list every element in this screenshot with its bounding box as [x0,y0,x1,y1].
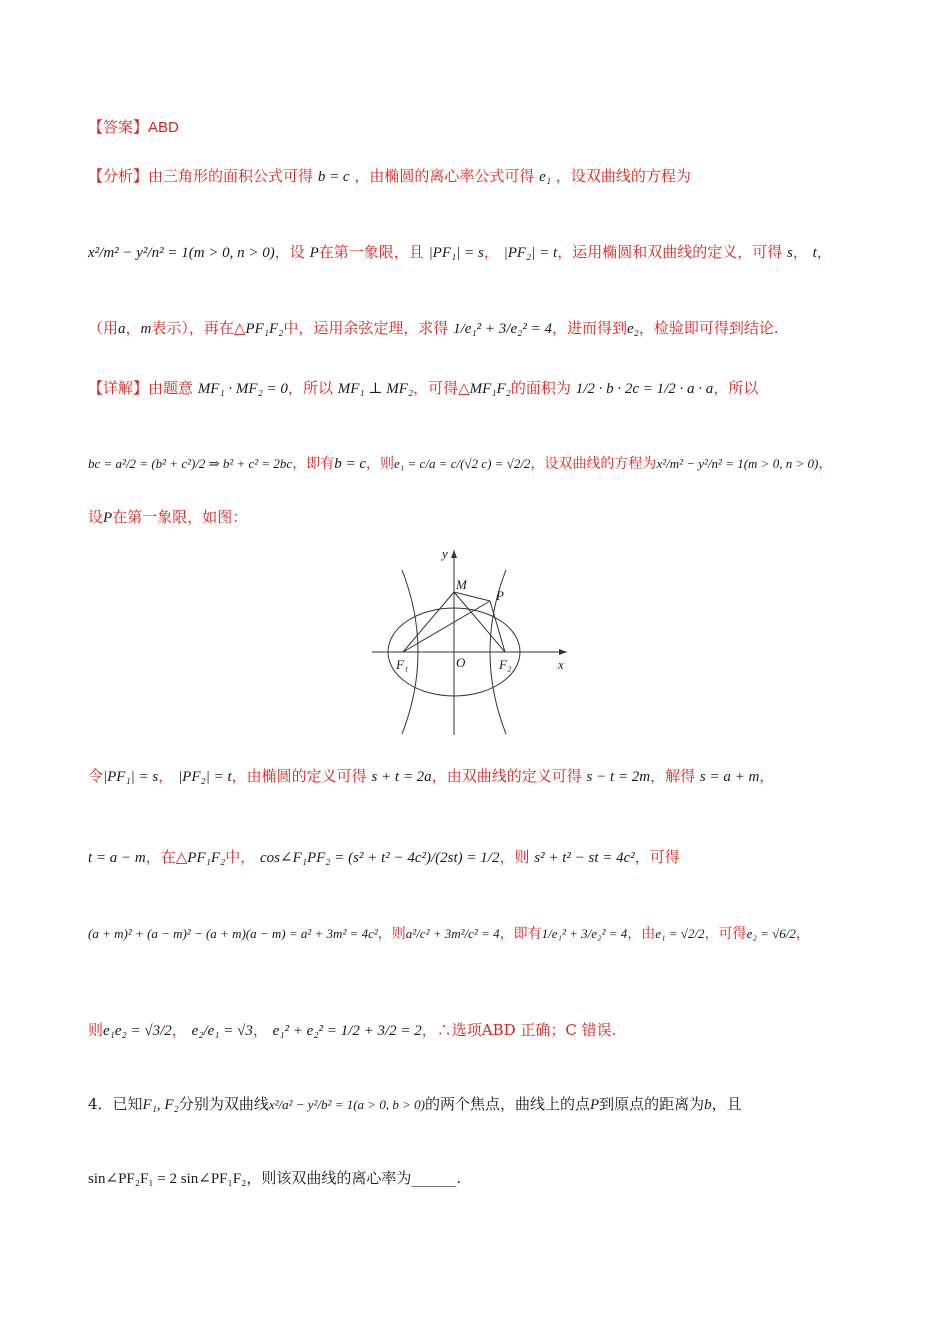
analysis-l3-t5: ，进而得到 [551,319,627,337]
detail-l4-m5: s = a + m [699,769,760,785]
label-o: O [456,655,466,670]
analysis-l2-t5: ， [792,243,808,261]
analysis-l2-m5: s [786,245,793,261]
detail-l7-t4: ，∴选项ABD 正确；C 错误. [421,1021,617,1039]
label-p: P [496,588,504,603]
q4-l2-t1: ，则该双曲线的离心率为______. [246,1169,462,1187]
analysis-l3-t4: 中，运用余弦定理，求得 [283,319,449,337]
detail-l4-t4: ，由双曲线的定义可得 [431,767,582,785]
detail-l6-m2: a²/c² + 3m²/c² = 4 [405,926,500,941]
q4-l1-t4: 到原点的距离为 [599,1095,705,1113]
detail-l3-m1: P [103,510,113,526]
detail-l4-m2: |PF₂| = t [178,769,232,785]
detail-l7-t3: ， [252,1021,268,1039]
label-f2: F₂ [499,657,512,672]
q4-l1-m4: b [704,1097,712,1113]
analysis-l3-t6: ，检验即可得到结论. [638,319,779,337]
analysis-l1-m2: e₁ [539,169,552,185]
detail-l5-m2: PF₁F₂ [187,850,226,866]
detail-l4-m1: |PF₁| = s [103,769,159,785]
analysis-l1-t1: 由三角形的面积公式可得 [148,167,314,185]
q4-l2-m1: sin∠PF₂F₁ = 2 sin∠PF₁F₂ [88,1171,247,1187]
detail-line-5 [88,845,890,870]
answer-value: ABD [148,119,179,136]
analysis-l1-t2: ，由椭圆的离心率公式可得 [354,167,535,185]
detail-l5-m4: s² + t² − st = 4c² [534,850,635,866]
analysis-l2-t3: ， [483,243,499,261]
analysis-l2-t6: ， [816,243,832,261]
detail-l2-t1: ，即有 [292,456,335,472]
detail-l6-m3: 1/e₁² + 3/e₂² = 4 [541,926,628,941]
detail-l1-m2: MF₁ ⊥ MF₂ [337,381,414,397]
detail-l6-t5: ， [795,926,810,942]
analysis-l3-m3: PF₁F₂ [245,321,284,337]
segment-p-f2 [490,601,505,652]
detail-l5-m1: t = a − m [88,850,146,866]
detail-l5-t1: ，在△ [145,848,188,866]
q4-l1-t3: 的两个焦点，曲线上的点 [424,1095,590,1113]
detail-l5-m3: cos∠F₁PF₂ = (s² + t² − 4c²)/(2st) = 1/2 [260,850,500,866]
analysis-l2-t4: ，运用椭圆和双曲线的定义，可得 [557,243,783,261]
detail-l6-m4: e₁ = √2/2 [655,926,705,941]
q4-l1-t2: 分别为双曲线 [178,1095,269,1113]
analysis-l3-m5: e₂ [626,321,639,337]
detail-l4-t3: ，由椭圆的定义可得 [231,767,367,785]
analysis-line-3 [88,316,890,341]
analysis-l3-m4: 1/e₁² + 3/e₂² = 4 [453,321,552,337]
detail-l5-t2: 中， [225,848,256,866]
analysis-l2-t2: 在第一象限，且 [318,243,424,261]
detail-l4-t1: 令 [88,767,104,785]
analysis-label: 【分析】 [88,167,149,185]
detail-l3-t1: 设 [88,508,104,526]
analysis-line-2 [88,240,890,265]
question4-line-1 [88,1092,890,1117]
label-x: x [558,657,564,672]
detail-l2-t3: ，设双曲线的方程为 [530,456,657,472]
detail-l7-m1: e₁e₂ = √3/2 [103,1023,172,1039]
detail-l1-t5: ，所以 [713,379,759,397]
detail-line-6 [88,922,890,946]
detail-l1-m3: MF₁F₂ [469,381,511,397]
label-f1: F₁ [396,657,409,672]
q4-l1-t1: 4．已知 [88,1095,143,1113]
detail-l1-t1: 由题意 [148,379,194,397]
analysis-l2-m2: P [309,245,319,261]
analysis-l3-t3: 表示），再在△ [151,319,246,337]
detail-l2-m3: e₁ = c/a = c/(√2 c) = √2/2 [394,456,531,471]
analysis-l2-m3: |PF₁| = s [428,245,484,261]
detail-l3-t2: 在第一象限，如图： [112,508,248,526]
question4-line-2 [88,1166,890,1191]
detail-l2-t4: ， [818,456,833,472]
analysis-l1-m1: b = c [317,169,350,185]
detail-l6-m5: e₂ = √6/2 [746,926,796,941]
detail-l2-t2: ，则 [366,456,394,472]
analysis-l1-t3: ，设双曲线的方程为 [555,167,691,185]
analysis-l3-m2: m [140,321,152,337]
answer-line [88,116,890,140]
segment-f1-m [403,592,454,652]
detail-line-2 [88,452,890,476]
detail-label: 【详解】 [88,379,149,397]
detail-l7-t1: 则 [88,1021,104,1039]
detail-l7-t2: ， [171,1021,187,1039]
label-m: M [456,577,467,592]
segment-m-p [454,592,490,601]
detail-l2-m1: bc = a²/2 = (b² + c²)/2 ⇒ b² + c² = 2bc [88,456,293,471]
detail-l2-m2: b = c [334,456,366,472]
q4-l1-t5: ，且 [711,1095,742,1113]
detail-l6-t4: ，可得 [704,926,747,942]
detail-line-4 [88,764,890,789]
analysis-l2-m4: |PF₂| = t [503,245,558,261]
detail-l6-t1: ，则 [377,926,406,942]
detail-l4-m4: s − t = 2m [586,769,651,785]
analysis-line-1 [88,164,890,189]
analysis-l2-t1: ，设 [274,243,305,261]
x-axis-arrow [559,649,567,655]
ellipse-hyperbola-figure [372,545,572,740]
detail-line-1 [88,376,890,401]
y-axis-arrow [451,550,457,558]
detail-l1-t3: ，可得△ [413,379,470,397]
detail-l4-t6: ， [759,767,775,785]
detail-l7-m3: e₁² + e₂² = 1/2 + 3/2 = 2 [272,1023,422,1039]
detail-l1-t4: 的面积为 [510,379,571,397]
analysis-l2-m6: t [812,245,817,261]
detail-l5-t4: ，可得 [634,848,680,866]
detail-l4-t5: ，解得 [650,767,696,785]
detail-line-3 [88,505,890,530]
analysis-l3-m1: a [118,321,126,337]
detail-l6-t3: ，由 [627,926,656,942]
detail-l1-m4: 1/2 · b · 2c = 1/2 · a · a [575,381,714,397]
answer-label: 【答案】 [88,119,149,136]
detail-l5-t3: ，则 [499,848,530,866]
q4-l1-m2: x²/a² − y²/b² = 1(a > 0, b > 0) [268,1097,425,1112]
label-y: y [442,546,448,561]
q4-l1-m1: F₁, F₂ [142,1097,179,1113]
analysis-l2-m1: x²/m² − y²/n² = 1(m > 0, n > 0) [88,245,275,261]
detail-l7-m2: e₂/e₁ = √3 [191,1023,253,1039]
detail-line-7 [88,1018,890,1043]
detail-l6-m1: (a + m)² + (a − m)² − (a + m)(a − m) = a² + 3m² = 4c² [88,926,378,941]
detail-l6-t2: ，即有 [499,926,542,942]
detail-l4-t2: ， [158,767,174,785]
detail-l1-m1: MF₁ · MF₂ = 0 [197,381,288,397]
q4-l1-m3: P [589,1097,600,1113]
analysis-l3-t1: （用 [88,319,119,337]
detail-l1-t2: ，所以 [287,379,333,397]
analysis-l3-t2: ， [125,319,141,337]
detail-l2-m4: x²/m² − y²/n² = 1(m > 0, n > 0) [656,456,819,471]
detail-l4-m3: s + t = 2a [371,769,432,785]
